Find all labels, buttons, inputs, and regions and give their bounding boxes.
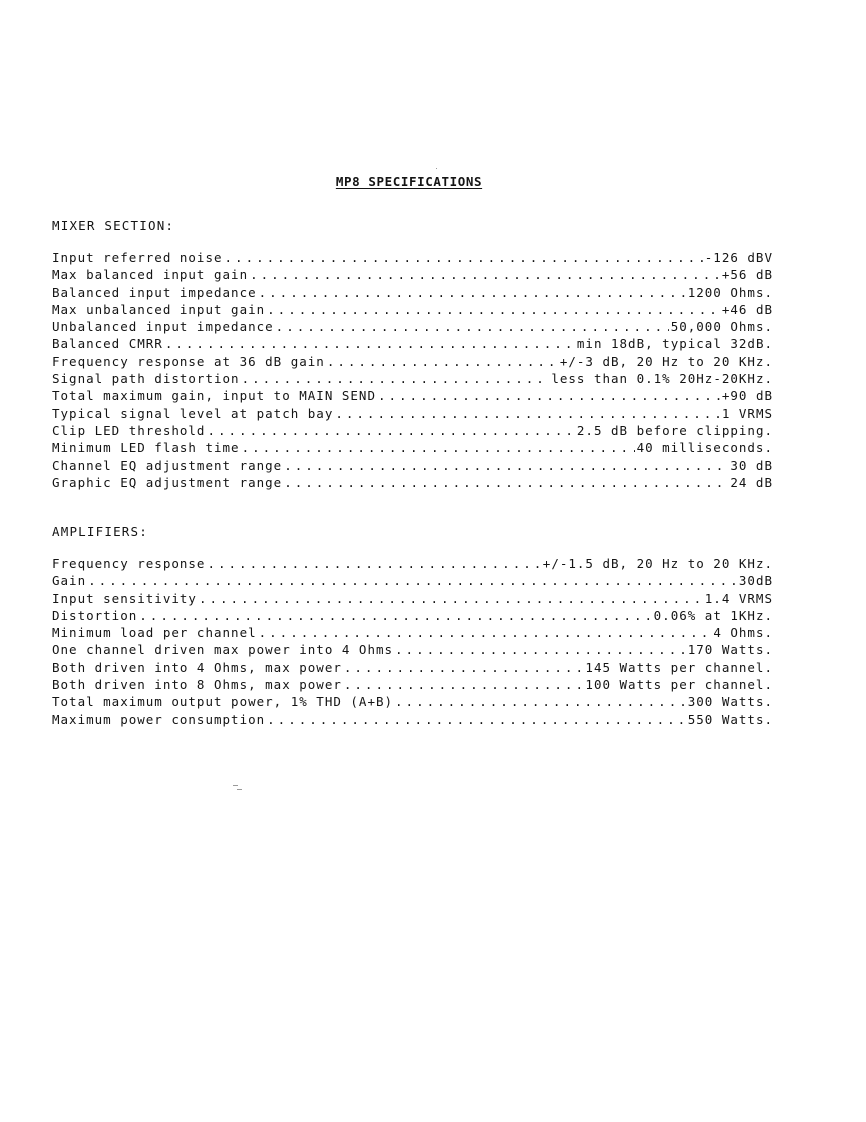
spec-value: 170 Watts. (687, 642, 773, 658)
leader-dots (250, 267, 720, 282)
spec-label: Both driven into 8 Ohms, max power (52, 677, 342, 693)
scan-speck (233, 785, 238, 786)
spec-row (52, 285, 773, 302)
spec-value: 2.5 dB before clipping. (576, 422, 773, 438)
spec-value: 550 Watts. (687, 711, 773, 727)
spec-label: Gain (52, 573, 87, 589)
spec-value: +/-3 dB, 20 Hz to 20 KHz. (559, 353, 773, 369)
leader-dots (378, 388, 720, 403)
spec-value: 1200 Ohms. (687, 284, 773, 300)
leader-dots (344, 660, 584, 675)
spec-row (52, 694, 773, 711)
spec-row (52, 371, 773, 388)
leader-dots (395, 642, 686, 657)
leader-dots (284, 475, 728, 490)
spec-row (52, 625, 773, 642)
spec-value: 1.4 VRMS (704, 590, 773, 606)
spec-row (52, 591, 773, 608)
leader-dots (327, 354, 558, 369)
spec-row (52, 388, 773, 405)
spec-value: 50,000 Ohms. (670, 319, 773, 335)
spec-value: 145 Watts per channel. (585, 659, 773, 675)
spec-label: Total maximum output power, 1% THD (A+B) (52, 694, 394, 710)
spec-row (52, 475, 773, 492)
spec-row (52, 423, 773, 440)
spec-row (52, 556, 773, 573)
spec-label: Balanced CMRR (52, 336, 163, 352)
spec-value: 4 Ohms. (713, 625, 773, 641)
spec-label: Input referred noise (52, 250, 223, 265)
spec-row (52, 440, 773, 457)
spec-value: +46 dB (721, 301, 773, 317)
spec-value: 0.06% at 1KHz. (653, 607, 773, 623)
amplifiers-section-heading: AMPLIFIERS: (52, 524, 148, 539)
spec-label: Minimum load per channel (52, 625, 257, 641)
spec-label: Graphic EQ adjustment range (52, 474, 283, 490)
spec-row (52, 319, 773, 336)
spec-label: Max balanced input gain (52, 267, 249, 283)
spec-value: 300 Watts. (687, 694, 773, 710)
leader-dots (199, 591, 703, 606)
leader-dots (259, 285, 686, 300)
spec-value: min 18dB, typical 32dB. (576, 336, 773, 352)
spec-row (52, 573, 773, 590)
spec-row (52, 677, 773, 694)
spec-value: 30 dB (730, 457, 773, 473)
spec-row (52, 458, 773, 475)
spec-label: Frequency response (52, 556, 206, 571)
spec-label: Both driven into 4 Ohms, max power (52, 659, 342, 675)
leader-dots (225, 250, 703, 265)
spec-row (52, 642, 773, 659)
spec-label: Clip LED threshold (52, 422, 206, 438)
spec-row (52, 354, 773, 371)
spec-value: 30dB (738, 573, 773, 589)
spec-label: Maximum power consumption (52, 711, 266, 727)
spec-value: less than 0.1% 20Hz-20KHz. (551, 371, 773, 387)
leader-dots (165, 336, 575, 351)
spec-label: Minimum LED flash time (52, 440, 240, 456)
spec-row (52, 660, 773, 677)
spec-label: Signal path distortion (52, 371, 240, 387)
spec-value: 40 milliseconds. (636, 440, 773, 456)
leader-dots (267, 712, 686, 727)
spec-label: Total maximum gain, input to MAIN SEND (52, 388, 376, 404)
spec-value: 1 VRMS (721, 405, 773, 421)
spec-label: Unbalanced input impedance (52, 319, 274, 335)
amplifier-spec-list (52, 556, 773, 729)
leader-dots (242, 371, 550, 386)
spec-row (52, 712, 773, 729)
spec-row (52, 336, 773, 353)
spec-row (52, 608, 773, 625)
spec-label: Channel EQ adjustment range (52, 457, 283, 473)
document-title: MP8 SPECIFICATIONS (335, 174, 483, 189)
spec-value: +/-1.5 dB, 20 Hz to 20 KHz. (542, 556, 773, 571)
spec-value: -126 dBV (704, 250, 773, 265)
leader-dots (259, 625, 712, 640)
spec-label: Balanced input impedance (52, 284, 257, 300)
scan-speck (436, 168, 437, 169)
spec-label: Typical signal level at patch bay (52, 405, 334, 421)
leader-dots (139, 608, 651, 623)
spec-row (52, 250, 773, 267)
mixer-spec-list (52, 250, 773, 492)
spec-value: +90 dB (721, 388, 773, 404)
leader-dots (88, 573, 737, 588)
spec-value: +56 dB (721, 267, 773, 283)
leader-dots (207, 556, 540, 571)
leader-dots (276, 319, 669, 334)
leader-dots (207, 423, 574, 438)
spec-value: 100 Watts per channel. (585, 677, 773, 693)
spec-row (52, 267, 773, 284)
leader-dots (242, 440, 635, 455)
leader-dots (395, 694, 686, 709)
leader-dots (284, 458, 728, 473)
spec-row (52, 302, 773, 319)
mixer-section-heading: MIXER SECTION: (52, 218, 175, 233)
spec-label: Input sensitivity (52, 590, 197, 606)
spec-label: One channel driven max power into 4 Ohms (52, 642, 394, 658)
leader-dots (344, 677, 584, 692)
spec-value: 24 dB (730, 474, 773, 490)
scan-speck (237, 789, 242, 790)
spec-label: Distortion (52, 607, 138, 623)
leader-dots (335, 406, 719, 421)
spec-label: Max unbalanced input gain (52, 301, 266, 317)
spec-label: Frequency response at 36 dB gain (52, 353, 325, 369)
leader-dots (267, 302, 720, 317)
spec-row (52, 406, 773, 423)
